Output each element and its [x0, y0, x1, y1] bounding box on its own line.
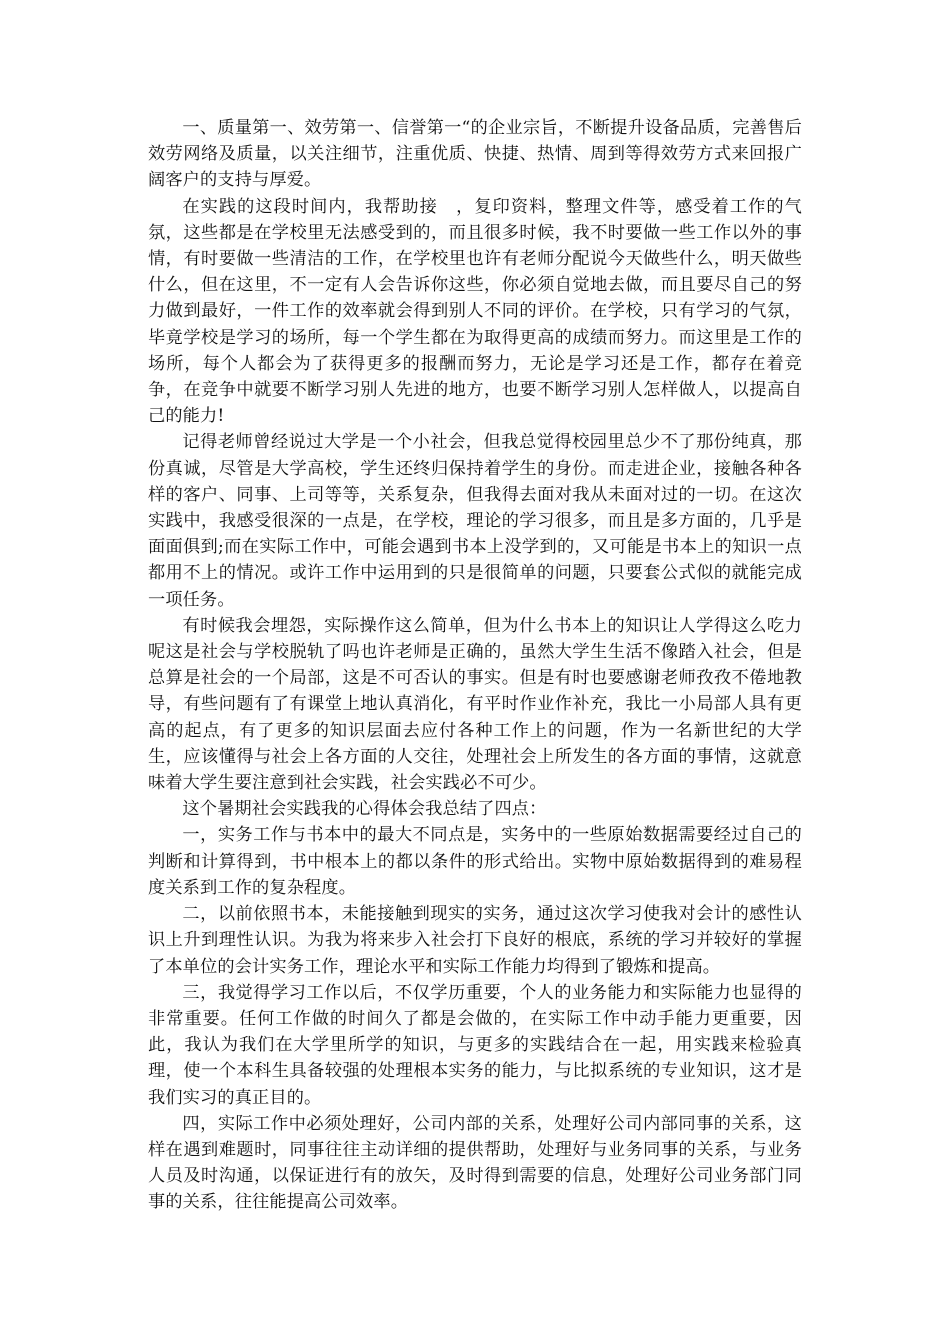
paragraph-6: 一，实务工作与书本中的最大不同点是，实务中的一些原始数据需要经过自己的判断和计算得到，书中根本上的都以条件的形式给出。实物中原始数据得到的难易程度关系到工作的复杂程度。	[148, 825, 802, 898]
paragraph-3: 记得老师曾经说过大学是一个小社会，但我总觉得校园里总少不了那份纯真，那份真诚，尽管是大学高校，学生还终归保持着学生的身份。而走进企业，接触各种各样的客户、同事、上司等等，关系复杂，但我得去面对我从未面对过的一切。在这次实践中，我感受很深的一点是，在学校，理论的学习很多，而且是多方面的，几乎是面面俱到;而在实际工作中，可能会遇到书本上没学到的，又可能是书本上的知识一点都用不上的情况。或许工作中运用到的只是很简单的问题，只要套公式似的就能完成一项任务。	[148, 432, 802, 610]
paragraph-2: 在实践的这段时间内，我帮助接 ，复印资料，整理文件等，感受着工作的气氛，这些都是在学校里无法感受到的，而且很多时候，我不时要做一些工作以外的事情，有时要做一些清洁的工作，在学校里也许有老师分配说今天做些什么，明天做些什么，但在这里，不一定有人会告诉你这些，你必须自觉地去做，而且要尽自己的努力做到最好，一件工作的效率就会得到别人不同的评价。在学校，只有学习的气氛，毕竟学校是学习的场所，每一个学生都在为取得更高的成绩而努力。而这里是工作的场所，每个人都会为了获得更多的报酬而努力，无论是学习还是工作，都存在着竞争，在竞争中就要不断学习别人先进的地方，也要不断学习别人怎样做人，以提高自己的能力!	[148, 196, 802, 427]
document-body	[148, 115, 802, 1216]
paragraph-7: 二，以前依照书本，未能接触到现实的实务，通过这次学习使我对会计的感性认识上升到理性认识。为我为将来步入社会打下良好的根底，系统的学习并较好的掌握了本单位的会计实务工作，理论水平和实际工作能力均得到了锻炼和提高。	[148, 904, 802, 977]
paragraph-1: 一、质量第一、效劳第一、信誉第一“的企业宗旨，不断提升设备品质，完善售后效劳网络及质量，以关注细节，注重优质、快捷、热情、周到等得效劳方式来回报广阔客户的支持与厚爱。	[148, 118, 802, 191]
paragraph-9: 四，实际工作中必须处理好，公司内部的关系，处理好公司内部同事的关系，这样在遇到难题时，同事往往主动详细的提供帮助，处理好与业务同事的关系，与业务人员及时沟通，以保证进行有的放矢，及时得到需要的信息，处理好公司业务部门同事的关系，往往能提高公司效率。	[148, 1113, 802, 1213]
paragraph-5: 这个暑期社会实践我的心得体会我总结了四点：	[182, 799, 547, 820]
paragraph-8: 三，我觉得学习工作以后，不仅学历重要，个人的业务能力和实际能力也显得的非常重要。任何工作做的时间久了都是会做的，在实际工作中动手能力更重要，因此，我认为我们在大学里所学的知识，与更多的实践结合在一起，用实践来检验真理，使一个本科生具备较强的处理根本实务的能力，与比拟系统的专业知识，这才是我们实习的真正目的。	[148, 982, 802, 1108]
paragraph-4: 有时候我会埋怨，实际操作这么简单，但为什么书本上的知识让人学得这么吃力呢这是社会与学校脱轨了吗也许老师是正确的，虽然大学生生活不像踏入社会，但是总算是社会的一个局部，这是不可否认的事实。但是有时也要感谢老师孜孜不倦地教导，有些问题有了有课堂上地认真消化，有平时作业作补充，我比一小局部人具有更高的起点，有了更多的知识层面去应付各种工作上的问题，作为一名新世纪的大学生，应该懂得与社会上各方面的人交往，处理社会上所发生的各方面的事情，这就意味着大学生要注意到社会实践，社会实践必不可少。	[148, 615, 802, 794]
